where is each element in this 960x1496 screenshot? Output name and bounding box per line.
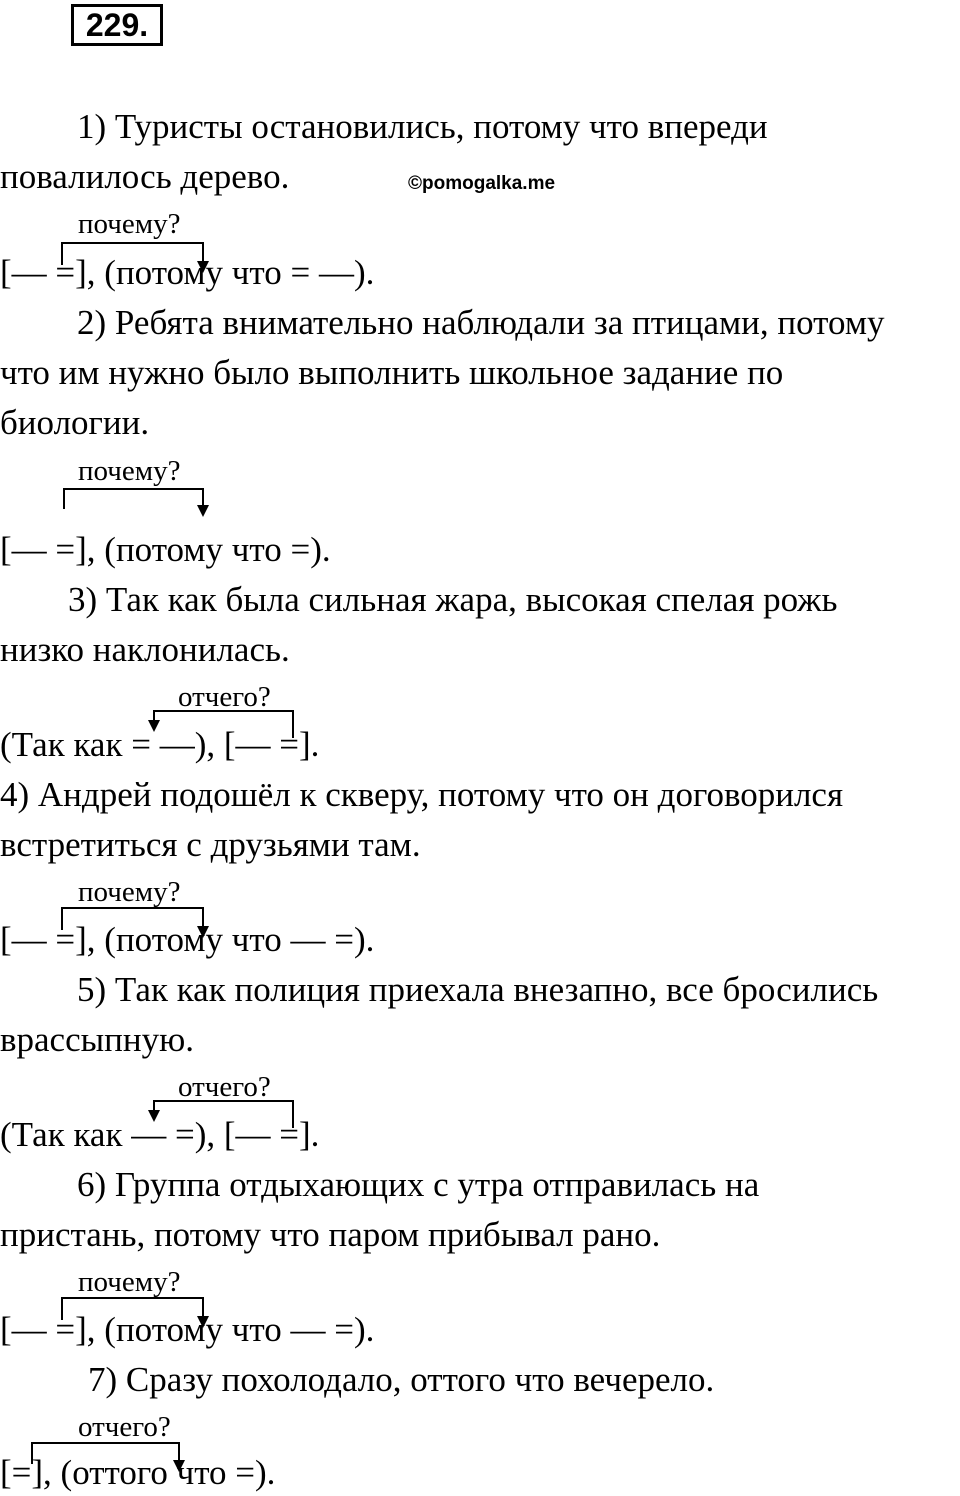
item-5-line-1: 5) Так как полиция приехала внезапно, все бросились xyxy=(77,970,879,1009)
item-1-question: почему? xyxy=(78,208,181,240)
item-4-question: почему? xyxy=(78,876,181,908)
item-2-line-1: 2) Ребята внимательно наблюдали за птицами, потому xyxy=(77,303,885,342)
item-3-scheme: (Так как = —), [— =]. xyxy=(0,725,320,764)
item-2-line-3: биологии. xyxy=(0,403,150,442)
item-1-scheme: [— =], (потому что = —). xyxy=(0,253,375,292)
item-5-question: отчего? xyxy=(178,1071,271,1103)
item-5-line-2: врассыпную. xyxy=(0,1020,195,1059)
item-4-scheme: [— =], (потому что — =). xyxy=(0,920,375,959)
item-6-scheme: [— =], (потому что — =). xyxy=(0,1310,375,1349)
item-5-scheme: (Так как — =), [— =]. xyxy=(0,1115,320,1154)
exercise-number: 229. xyxy=(71,4,163,46)
item-1-line-1: 1) Туристы остановились, потому что впереди xyxy=(77,107,768,146)
item-6-question: почему? xyxy=(78,1266,181,1298)
item-2-line-2: что им нужно было выполнить школьное задание по xyxy=(0,353,784,392)
item-7-scheme: [=], (оттого что =). xyxy=(0,1453,276,1492)
item-2-scheme: [— =], (потому что =). xyxy=(0,530,331,569)
item-6-line-2: пристань, потому что паром прибывал рано. xyxy=(0,1215,661,1254)
item-4-line-2: встретиться с друзьями там. xyxy=(0,825,421,864)
item-6-line-1: 6) Группа отдыхающих с утра отправилась на xyxy=(77,1165,760,1204)
item-1-line-2: повалилось дерево. xyxy=(0,157,290,196)
item-3-line-2: низко наклонилась. xyxy=(0,630,290,669)
item-7-line-1: 7) Сразу похолодало, оттого что вечерело. xyxy=(88,1360,715,1399)
watermark: ©pomogalka.me xyxy=(408,173,556,194)
item-2-question: почему? xyxy=(78,455,181,487)
item-3-line-1: 3) Так как была сильная жара, высокая спелая рожь xyxy=(68,580,838,619)
item-3-question: отчего? xyxy=(178,681,271,713)
item-4-line-1: 4) Андрей подошёл к скверу, потому что он договорился xyxy=(0,775,844,814)
item-7-question: отчего? xyxy=(78,1411,171,1443)
